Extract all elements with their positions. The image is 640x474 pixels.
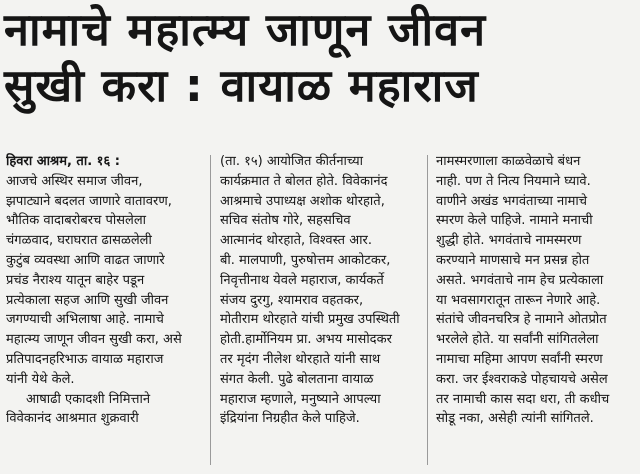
text-line: आत्मानंद थोरहाते, विश्वस्त आर. bbox=[220, 233, 372, 249]
text-line: मोतीराम थोरहाते यांची प्रमुख उपस्थिती bbox=[220, 312, 400, 328]
text-line: करण्याने माणसाचे मन प्रसन्न होत bbox=[436, 252, 590, 268]
text-line: असते. भगवंताचे नाम हेच प्रत्येकाला bbox=[436, 272, 604, 288]
text-line: कार्यक्रमात ते बोलत होते. विवेकानंद bbox=[220, 173, 388, 189]
text-line: प्रतिपादनहरिभाऊ वायाळ महाराज bbox=[6, 351, 164, 367]
text-line: नाही. पण ते नित्य नियमाने घ्यावे. bbox=[436, 173, 591, 189]
article-column-3 bbox=[436, 152, 636, 429]
text-line: कुटुंब व्यवस्था आणि वाढत जाणारे bbox=[6, 252, 165, 268]
text-line: नामस्मरणाला काळवेळाचे बंधन bbox=[436, 154, 581, 169]
text-line: आश्रमाचे उपाध्यक्ष अशोक थोरहाते, bbox=[220, 193, 385, 209]
text-line: झपाट्याने बदलत जाणारे वातावरण, bbox=[6, 193, 172, 209]
headline-line-2: सुखी करा : वायाळ महाराज bbox=[4, 59, 479, 112]
text-line: महात्म्य जाणून जीवन सुखी करा, असे bbox=[6, 332, 182, 348]
headline-line-1: नामाचे महात्म्य जाणून जीवन bbox=[4, 3, 487, 56]
article-column-1 bbox=[6, 152, 200, 429]
text-line: आषाढी एकादशी निमित्ताने bbox=[26, 391, 151, 407]
text-line: नामाचा महिमा आपण सर्वांनी स्मरण bbox=[436, 351, 603, 367]
text-line: सोडू नका, असेही त्यांनी सांगितले. bbox=[436, 411, 594, 427]
dateline: हिवरा आश्रम, ता. १६ : bbox=[6, 154, 120, 169]
text-line: संगत केली. पुढे बोलताना वायाळ bbox=[220, 371, 374, 387]
text-line: इंद्रियांना निग्रहीत केले पाहिजे. bbox=[220, 411, 360, 427]
text-line: विवेकानंद आश्रमात शुक्रवारी bbox=[6, 411, 139, 427]
text-line: तर मृदंग नीलेश थोरहाते यांनी साथ bbox=[220, 351, 381, 367]
text-line: होती.हार्मोनियम प्रा. अभय मासोदकर bbox=[220, 332, 392, 348]
text-line: यांनी येथे केले. bbox=[6, 371, 75, 387]
text-line: महाराज म्हणाले, मनुष्याने आपल्या bbox=[220, 391, 381, 407]
text-line: संजय दुरगु, श्यामराव वहतकर, bbox=[220, 292, 364, 308]
text-line: वाणीने अखंड भगवंताच्या नामाचे bbox=[436, 193, 587, 209]
column-divider bbox=[210, 155, 211, 465]
column-divider bbox=[427, 155, 428, 465]
text-line: निवृत्तीनाथ येवले महाराज, कार्यकर्ते bbox=[220, 272, 384, 288]
article-column-2 bbox=[220, 152, 418, 429]
text-line: शुद्धी होते. भगवंताचे नामस्मरण bbox=[436, 233, 582, 249]
text-line: (ता. १५) आयोजित कीर्तनाच्या bbox=[220, 154, 363, 169]
headline bbox=[4, 2, 636, 114]
text-line: तर नामाची कास सदा धरा, ती कधीच bbox=[436, 391, 610, 407]
text-line: चंगळवाद, घराघरात ढासळलेली bbox=[6, 233, 152, 249]
text-line: बी. मालपाणी, पुरुषोत्तम आकोटकर, bbox=[220, 252, 391, 268]
text-line: भरलेले होते. या सर्वांनी सांगितलेला bbox=[436, 332, 599, 348]
text-line: जगण्याची अभिलाषा आहे. नामाचे bbox=[6, 312, 164, 328]
text-line: संतांचे जीवनचरित्र हे नामाने ओतप्रोत bbox=[436, 312, 607, 328]
text-line: आजचे अस्थिर समाज जीवन, bbox=[6, 173, 143, 189]
text-line: प्रत्येकाला सहज आणि सुखी जीवन bbox=[6, 292, 169, 308]
text-line: करा. जर ईश्वराकडे पोहचायचे असेल bbox=[436, 371, 608, 387]
text-line: प्रचंड नैराश्य यातून बाहेर पडून bbox=[6, 272, 145, 288]
text-line: सचिव संतोष गोरे, सहसचिव bbox=[220, 213, 351, 229]
text-line: भौतिक वादाबरोबरच पोसलेला bbox=[6, 213, 147, 229]
text-line: स्मरण केले पाहिजे. नामाने मनाची bbox=[436, 213, 593, 229]
text-line: या भवसागरातून तारून नेणारे आहे. bbox=[436, 292, 601, 308]
